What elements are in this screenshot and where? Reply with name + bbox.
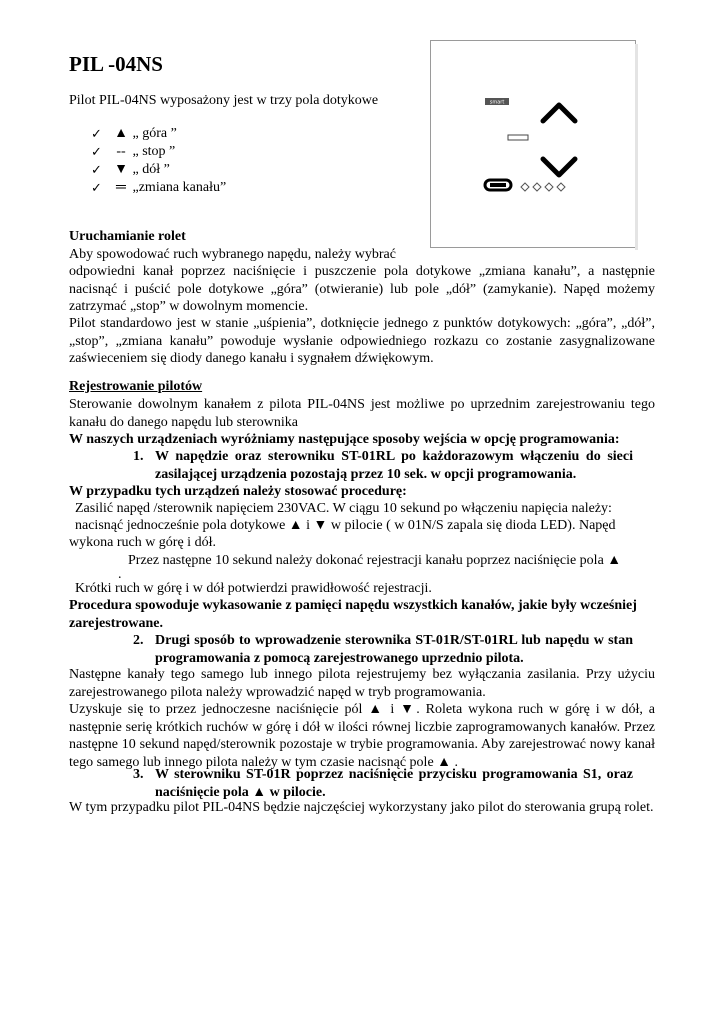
paragraph: Uzyskuje się to przez jednoczesne naciśnięcie pól ▲ i ▼. Roleta wykona ruch w górę i w dół, a następnie serię krótkich ruchów w górę i dół w ilości równej liczbie zaprogramowanych kanałów. Przez następne 10 sekund napęd/sterownik pozostaje w trybie programowania. Aby zarejestrować nowy kanał tego samego lub innego pilota należy w tym czasie nacisnąć pole ▲ . (69, 702, 655, 770)
list-item-label: „ stop ” (132, 144, 176, 159)
down-arrow-icon: ▼ (114, 162, 128, 177)
paragraph-dot: . (118, 567, 122, 582)
list-item-label: „ góra ” (132, 126, 177, 141)
paragraph: Przez następne 10 sekund należy dokonać rejestracji kanału poprzez naciśnięcie pola ▲ (128, 553, 622, 568)
stop-dash-icon (508, 135, 528, 140)
check-icon: ✓ (91, 126, 102, 141)
paragraph: Aby spowodować ruch wybranego napędu, należy wybrać (69, 247, 396, 262)
item-number: 2. (133, 633, 144, 648)
list-item (133, 632, 653, 668)
paragraph: wykona ruch w górę i dół. (69, 535, 216, 550)
check-icon: ✓ (91, 162, 102, 177)
list-item-label: „ dół ” (132, 162, 170, 177)
list-item (91, 161, 226, 179)
check-icon: ✓ (91, 144, 102, 159)
section-heading-registration: Rejestrowanie pilotów (69, 379, 203, 394)
item-text: W napędzie oraz sterowniku ST-01RL po każdorazowym włączeniu do sieci zasilającej urządzenia pozostają przez 10 sek. w opcji programowania. (155, 449, 633, 482)
list-item (91, 143, 226, 161)
paragraph: W tym przypadku pilot PIL-04NS będzie najczęściej wykorzystany jako pilot do sterowania grupą rolet. (69, 800, 654, 815)
stop-dash-icon: -- (116, 144, 126, 159)
paragraph: Zasilić napęd /sterownik napięciem 230VAC. W ciągu 10 sekund po włączeniu napięcia należy: (75, 501, 612, 516)
up-arrow-icon (543, 105, 575, 121)
remote-drawing (431, 41, 635, 247)
remote-illustration (430, 40, 636, 248)
bold-note: W naszych urządzeniach wyróżniamy następujące sposoby wejścia w opcję programowania: (69, 432, 620, 447)
paragraph: Następne kanały tego samego lub innego pilota rejestrujemy bez wyłączania zasilania. Przy użyciu zarejestrowanego pilota należy wprowadzić napęd w tryb programowania. (69, 667, 655, 700)
remote-logo: smart (489, 99, 505, 106)
paragraph: Sterowanie dowolnym kanałem z pilota PIL-04NS jest możliwe po uprzednim zarejestrowaniu tego kanału do danego napędu lub sterownika (69, 397, 655, 430)
check-icon: ✓ (91, 180, 102, 195)
list-item (133, 448, 653, 484)
list-item (91, 179, 226, 197)
item-text: W sterowniku ST-01R poprzez naciśnięcie przycisku programowania S1, oraz naciśnięcie pola ▲ w pilocie. (155, 767, 633, 800)
document-title: PIL -04NS (69, 52, 163, 76)
down-arrow-icon (543, 159, 575, 175)
item-text: Drugi sposób to wprowadzenie sterownika ST-01R/ST-01RL lub napędu w stan programowania z pomocą zarejestrowanego uprzednio pilota. (155, 633, 633, 666)
item-number: 1. (133, 449, 144, 464)
channel-led-icons (521, 183, 565, 191)
paragraph: nacisnąć jednocześnie pola dotykowe ▲ i ▼ w pilocie ( w 01N/S zapala się dioda LED). Napęd (75, 518, 616, 533)
touch-fields-list (91, 125, 226, 197)
list-item (133, 766, 653, 802)
bold-note: W przypadku tych urządzeń należy stosować procedurę: (69, 484, 407, 499)
up-arrow-icon: ▲ (114, 126, 128, 141)
intro-text: Pilot PIL-04NS wyposażony jest w trzy pola dotykowe (69, 93, 379, 108)
paragraph: Pilot standardowo jest w stanie „uśpienia”, dotknięcie jednego z punktów dotykowych: „góra”, „dół”, „stop”, „zmiana kanału” powoduje wysłanie odpowiedniego rozkazu co zostanie zasygnalizowane zaświeceniem się diody danego kanału i sygnałem dźwiękowym. (69, 316, 655, 367)
paragraph: Krótki ruch w górę i w dół potwierdzi prawidłowość rejestracji. (75, 581, 432, 596)
channel-change-icon (485, 180, 511, 190)
bold-note: Procedura spowoduje wykasowanie z pamięci napędu wszystkich kanałów, jakie były wcześniej zarejestrowane. (69, 598, 637, 631)
list-item (91, 125, 226, 143)
paragraph: odpowiedni kanał poprzez naciśnięcie i puszczenie pola dotykowe „zmiana kanału”, a następnie nacisnąć i puścić pole dotykowe „góra” (otwieranie) lub pole „dół” (zamykanie). Napęd możemy zatrzymać „stop” w dowolnym momencie. (69, 264, 655, 315)
channel-change-icon: ═ (116, 180, 126, 195)
list-item-label: „zmiana kanału” (132, 180, 227, 195)
section-heading-start: Uruchamianie rolet (69, 229, 186, 244)
item-number: 3. (133, 767, 144, 782)
